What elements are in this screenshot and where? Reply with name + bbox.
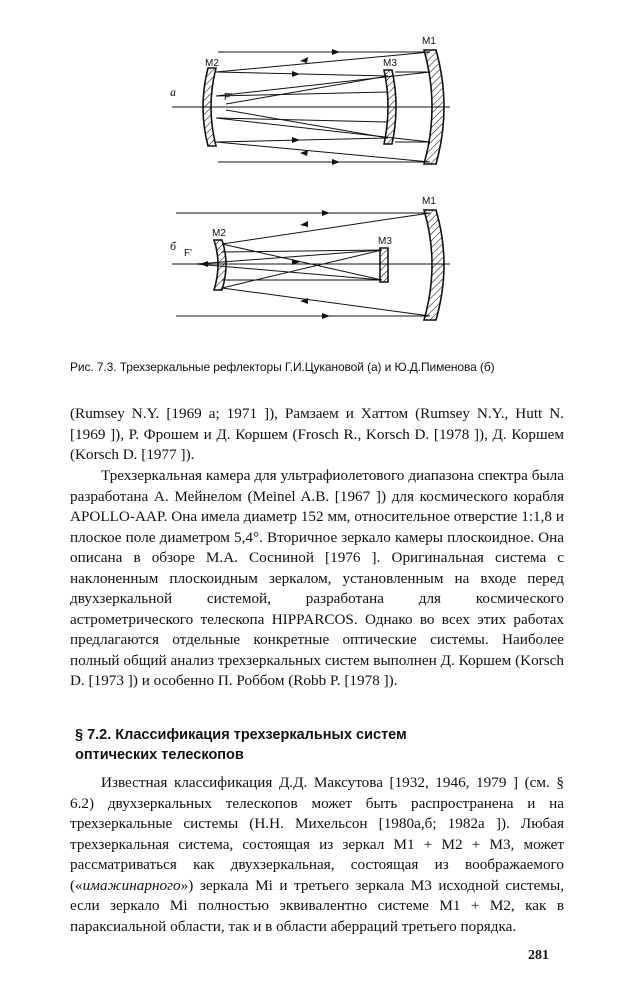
label-focus-a: F' xyxy=(224,92,233,103)
label-m1-a: M1 xyxy=(422,36,436,47)
paragraph-classification xyxy=(70,773,564,937)
page-number: 281 xyxy=(528,948,549,963)
label-focus-b: F' xyxy=(184,248,193,259)
paragraph-apollo-camera: Трехзеркальная камера для ультрафиолетового диапазона спектра была разработана А. Мейнелом (Meinel A.B. [1967 ]) для космического корабля APOLLO-AAP. Она имела диаметр 152 мм, относительное отверстие 1:1,8 и плоское поле диаметром 5,4°. Вторичное зеркало камеры плоскоидное. Она описана в обзоре М.А. Сосниной [1976 ]. Оригинальная система с наклоненным плоскоидным зеркалом, установленным на входе перед двухзеркальной системой, разработана для космического астрометрического телескопа HIPPARCOS. Однако во всех этих работах предлагаются отдельные конкретные оптические системы. Наиболее полный общий анализ трехзеркальных систем выполнен Д. Коршем (Korsch D. [1973 ]) и особенно П. Роббом (Robb P. [1978 ]). xyxy=(70,467,564,689)
diagram-a xyxy=(170,36,450,165)
paragraph-classification-emphasis: имажинарного xyxy=(82,876,181,894)
section-heading-line-1: § 7.2. Классификация трехзеркальных систем xyxy=(75,727,407,743)
label-m2-b: M2 xyxy=(212,228,226,239)
paragraph-classification-part-1: Известная классификация Д.Д. Максутова [1932, 1946, 1979 ] (см. § 6.2) двухзеркальных телескопов может быть распространена и на трехзеркальные системы (Н.Н. Михельсон [1980а,б; 1982а ]). Любая трехзеркальная система, состоящая из зеркал М1 + М2 + М3, может рассматриваться как двухзеркальная, состоящая из воображаемого (« xyxy=(70,774,564,894)
mirror-m3-b xyxy=(380,248,388,282)
section-heading xyxy=(75,725,555,765)
label-m3-b: M3 xyxy=(378,236,392,247)
tag-b: б xyxy=(170,239,177,253)
paragraph-references: (Rumsey N.Y. [1969 а; 1971 ]), Рамзаем и Хаттом (Rumsey N.Y., Hutt N. [1969 ]), Р. Фрошем и Д. Коршем (Frosch R., Korsch D. [1978 ]), Д. Коршем (Korsch D. [1977 ]). xyxy=(70,405,564,463)
label-m3-a: M3 xyxy=(383,58,397,69)
figure-7-3 xyxy=(0,0,623,350)
label-m1-b: M1 xyxy=(422,196,436,207)
figure-caption: Рис. 7.3. Трехзеркальные рефлекторы Г.И.Цукановой (а) и Ю.Д.Пименова (б) xyxy=(70,360,495,374)
section-heading-line-2: оптических телескопов xyxy=(75,747,244,763)
mirror-m1-b xyxy=(424,210,444,320)
diagram-b xyxy=(170,196,450,320)
paragraph-classification-part-2: ») зеркала Mi и третьего зеркала М3 исходной системы, если зеркало Mi полностью эквивалентно системе М1 + М2, как в параксиальной области, так и в области аберраций третьего порядка. xyxy=(70,876,564,935)
tag-a: а xyxy=(170,85,176,99)
label-m2-a: M2 xyxy=(205,58,219,69)
mirror-m2-b xyxy=(214,240,226,290)
